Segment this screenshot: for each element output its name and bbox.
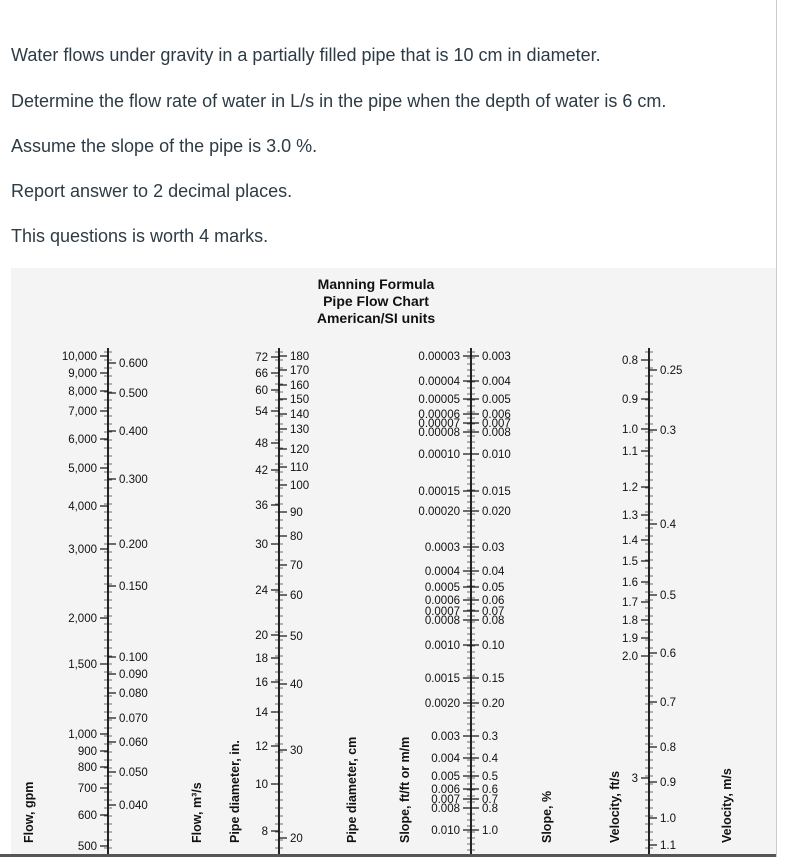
flow_gpm-tick-label: 7,000: [68, 406, 97, 418]
slope_pct-tick-label: 0.005: [482, 394, 511, 406]
question-line-2: Determine the flow rate of water in L/s in the pipe when the depth of water is 6 cm.: [11, 91, 667, 111]
slope_ft-tick-label: 0.00020: [418, 506, 460, 518]
slope_pct-tick-label: 0.4: [482, 753, 498, 765]
nomograph-title-2: Pipe Flow Chart: [323, 293, 429, 309]
vel_ft-tick-label: 1.6: [622, 577, 638, 589]
diam_in-tick-label: 18: [255, 653, 268, 665]
slope_pct-tick-label: 0.010: [482, 449, 511, 461]
question-line-4: Report answer to 2 decimal places.: [11, 181, 293, 201]
slope_ft-tick-label: 0.00006: [418, 409, 460, 421]
flow_gpm-tick-label: 1,500: [68, 659, 97, 671]
slope_ft-tick-label: 0.0015: [424, 673, 460, 685]
content-divider: [776, 0, 777, 857]
slope_pct-tick-label: 0.6: [482, 784, 498, 796]
slope_ft-tick-label: 0.004: [431, 753, 460, 765]
nomograph-svg: [11, 268, 776, 857]
flow_m3s-tick-label: 0.100: [119, 652, 148, 664]
vel_m-tick-label: 0.7: [660, 697, 676, 709]
slope_ft-tick-label: 0.006: [431, 784, 460, 796]
diam_cm-tick-label: 90: [290, 507, 303, 519]
slope_pct-tick-label: 0.05: [482, 582, 505, 594]
slope_pct-tick-label: 0.06: [482, 595, 505, 607]
flow_m3s-tick-label: 0.300: [119, 474, 148, 486]
slope_ft-tick-label: 0.005: [431, 771, 460, 783]
diam_cm-tick-label: 70: [290, 560, 303, 572]
vel_m-tick-label: 0.6: [660, 648, 676, 660]
flow_gpm-tick-label: 600: [77, 810, 97, 822]
diam_cm-tick-label: 100: [290, 480, 310, 492]
slope_pct-tick-label: 0.20: [482, 698, 505, 710]
flow_m3s-tick-label: 0.600: [119, 358, 148, 370]
vel_m-tick-label: 0.3: [660, 425, 676, 437]
diam_cm-tick-label: 40: [290, 679, 303, 691]
flow_m3s-tick-label: 0.200: [119, 539, 148, 551]
vel_m-tick-label: 0.4: [660, 519, 676, 531]
diam_in-tick-label: 48: [255, 438, 268, 450]
flow_gpm-tick-label: 6,000: [68, 434, 97, 446]
slope_pct-tick-label: 0.020: [482, 506, 511, 518]
slope_ft-tick-label: 0.0005: [424, 582, 460, 594]
vel_ft-tick-label: 1.8: [622, 615, 638, 627]
slope_ft-tick-label: 0.0003: [424, 542, 460, 554]
diam_cm-tick-label: 80: [290, 531, 303, 543]
diam_cm-tick-label: 180: [290, 351, 310, 363]
question-line-5: This questions is worth 4 marks.: [11, 226, 269, 246]
diam_in-tick-label: 66: [255, 368, 268, 380]
flow_gpm-tick-label: 10,000: [61, 351, 97, 363]
vel_ft-tick-label: 1.4: [622, 535, 638, 547]
vel_ft-tick-label: 1.2: [622, 482, 638, 494]
flow_m3s-tick-label: 0.400: [119, 426, 148, 438]
slope_pct-tick-label: 0.008: [482, 427, 511, 439]
diam_cm-tick-label: 160: [290, 380, 310, 392]
vel_ft-tick-label: 2.0: [622, 651, 638, 663]
slope_pct-tick-label: 0.004: [482, 376, 511, 388]
flow_m3s-tick-label: 0.150: [119, 581, 148, 593]
slope_pct-tick-label: 0.10: [482, 640, 505, 652]
vel_m-tick-label: 1.1: [660, 840, 676, 852]
diam_in-tick-label: 12: [255, 741, 268, 753]
vel_m-tick-label: 0.5: [660, 590, 676, 602]
flow_m3s-tick-label: 0.500: [119, 388, 148, 400]
diam_cm-tick-label: 120: [290, 444, 310, 456]
slope_ft-axis-title: Slope, ft/ft or m/m: [398, 736, 412, 843]
vel_ft-tick-label: 0.9: [622, 394, 638, 406]
flow_gpm-tick-label: 4,000: [68, 501, 97, 513]
vel_ft-tick-label: 1.1: [622, 446, 638, 458]
diam_in-tick-label: 16: [255, 677, 268, 689]
question-line-1: Water flows under gravity in a partially filled pipe that is 10 cm in diameter.: [11, 45, 601, 65]
flow_gpm-tick-label: 5,000: [68, 463, 97, 475]
flow_gpm-tick-label: 900: [77, 746, 97, 758]
diam_cm-tick-label: 30: [290, 745, 303, 757]
slope_pct-tick-label: 0.006: [482, 409, 511, 421]
flow_m3s-tick-label: 0.090: [119, 669, 148, 681]
slope_ft-tick-label: 0.010: [431, 825, 460, 837]
vel_ft-tick-label: 1.3: [622, 510, 638, 522]
slope_pct-tick-label: 0.5: [482, 771, 498, 783]
nomograph-scales: [22, 348, 734, 857]
flow_gpm-tick-label: 3,000: [68, 544, 97, 556]
flow_gpm-tick-label: 9,000: [68, 368, 97, 380]
diam_in-tick-label: 20: [255, 630, 268, 642]
vel_m-tick-label: 1.0: [660, 813, 676, 825]
flow_gpm-tick-label: 800: [77, 762, 97, 774]
slope_ft-tick-label: 0.008: [431, 803, 460, 815]
slope_ft-tick-label: 0.00003: [418, 351, 460, 363]
slope_pct-tick-label: 0.8: [482, 803, 498, 815]
vel_m-tick-label: 0.8: [660, 742, 676, 754]
flow_m3s-axis-title: Flow, m³/s: [190, 782, 204, 843]
slope_ft-tick-label: 0.00005: [418, 394, 460, 406]
slope_pct-tick-label: 0.003: [482, 351, 511, 363]
slope_ft-tick-label: 0.00008: [418, 427, 460, 439]
flow_m3s-tick-label: 0.060: [119, 737, 148, 749]
flow_m3s-tick-label: 0.040: [119, 800, 148, 812]
diam_in-tick-label: 8: [261, 826, 268, 838]
slope_pct-axis-title: Slope, %: [540, 790, 554, 843]
diam_in-tick-label: 30: [255, 539, 268, 551]
flow_m3s-tick-label: 0.080: [119, 688, 148, 700]
vel_m-axis-title: Velocity, m/s: [720, 768, 734, 843]
flow_gpm-tick-label: 500: [77, 841, 97, 853]
diam_in-tick-label: 24: [255, 585, 268, 597]
vel_m-tick-label: 0.9: [660, 777, 676, 789]
vel_ft-tick-label: 1.5: [622, 556, 638, 568]
diam_in-tick-label: 36: [255, 500, 268, 512]
slope_pct-tick-label: 0.08: [482, 615, 505, 627]
flow_m3s-tick-label: 0.070: [119, 713, 148, 725]
slope_ft-tick-label: 0.003: [431, 731, 460, 743]
diam_in-tick-label: 42: [255, 465, 268, 477]
slope_pct-tick-label: 0.007: [482, 418, 511, 430]
diam_in-tick-label: 60: [255, 385, 268, 397]
flow_gpm-tick-label: 2,000: [68, 613, 97, 625]
manning-nomograph-image: [11, 268, 776, 857]
diam_cm-tick-label: 20: [290, 833, 303, 845]
flow_gpm-tick-label: 1,000: [68, 729, 97, 741]
diam_in-axis-title: Pipe diameter, in.: [228, 740, 242, 843]
slope_pct-tick-label: 0.7: [482, 794, 498, 806]
slope_ft-tick-label: 0.00015: [418, 486, 460, 498]
flow_gpm-axis-title: Flow, gpm: [22, 781, 36, 843]
slope_ft-tick-label: 0.0006: [424, 595, 460, 607]
diam_cm-tick-label: 150: [290, 394, 310, 406]
slope_ft-tick-label: 0.00004: [418, 376, 460, 388]
diam_in-tick-label: 54: [255, 406, 268, 418]
flow_m3s-tick-label: 0.050: [119, 767, 148, 779]
diam_cm-tick-label: 170: [290, 365, 310, 377]
slope_pct-tick-label: 0.03: [482, 542, 505, 554]
slope_ft-tick-label: 0.00010: [418, 449, 460, 461]
slope_pct-tick-label: 0.3: [482, 731, 498, 743]
slope_pct-tick-label: 1.0: [482, 825, 498, 837]
vel_ft-tick-label: 1.7: [622, 597, 638, 609]
diam_cm-tick-label: 130: [290, 424, 310, 436]
slope_ft-tick-label: 0.0004: [424, 566, 460, 578]
slope_ft-tick-label: 0.0010: [424, 640, 460, 652]
slope_pct-tick-label: 0.07: [482, 606, 505, 618]
slope_pct-tick-label: 0.015: [482, 486, 511, 498]
diam_cm-tick-label: 60: [290, 590, 303, 602]
flow_gpm-tick-label: 8,000: [68, 386, 97, 398]
nomograph-title-1: Manning Formula: [317, 276, 435, 292]
vel_ft-tick-label: 1.0: [622, 424, 638, 436]
diam_cm-tick-label: 50: [290, 631, 303, 643]
flow_gpm-tick-label: 700: [77, 783, 97, 795]
diam_cm-tick-label: 110: [290, 462, 309, 474]
slope_ft-tick-label: 0.0007: [424, 606, 460, 618]
slope_ft-tick-label: 0.0008: [424, 615, 460, 627]
nomograph-title-3: American/SI units: [316, 310, 436, 326]
slope_pct-tick-label: 0.04: [482, 566, 505, 578]
slope_pct-tick-label: 0.15: [482, 673, 505, 685]
slope_ft-tick-label: 0.00007: [418, 418, 460, 430]
vel_m-tick-label: 0.25: [660, 365, 683, 377]
diam_cm-axis-title: Pipe diameter, cm: [345, 736, 359, 843]
diam_cm-tick-label: 140: [290, 409, 310, 421]
slope_ft-tick-label: 0.0020: [424, 698, 460, 710]
diam_in-tick-label: 10: [255, 779, 268, 791]
question-line-3: Assume the slope of the pipe is 3.0 %.: [11, 136, 318, 156]
vel_ft-tick-label: 3: [631, 773, 638, 785]
diam_in-tick-label: 14: [255, 707, 268, 719]
vel_ft-axis-title: Velocity, ft/s: [608, 770, 622, 843]
vel_ft-tick-label: 0.8: [622, 355, 638, 367]
vel_ft-tick-label: 1.9: [622, 633, 638, 645]
slope_ft-tick-label: 0.007: [431, 794, 460, 806]
diam_in-tick-label: 72: [255, 352, 268, 364]
